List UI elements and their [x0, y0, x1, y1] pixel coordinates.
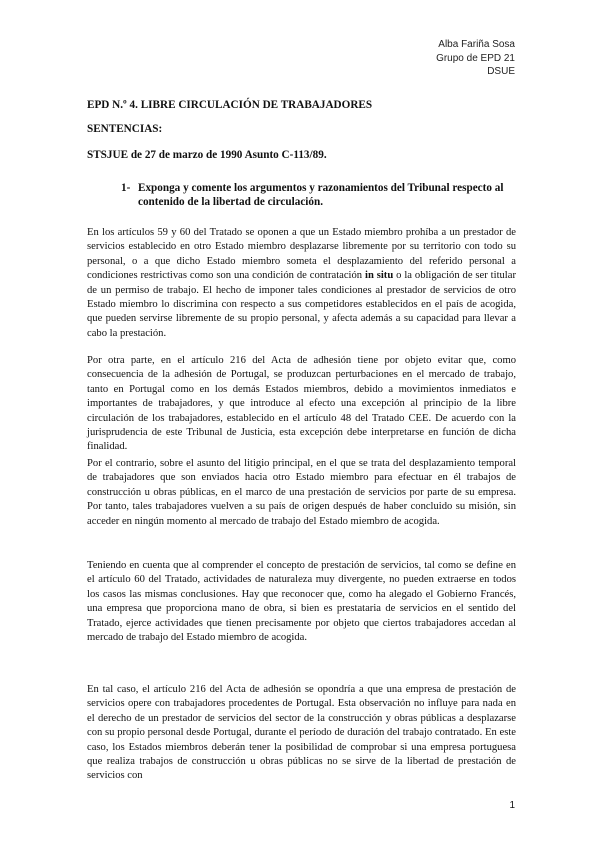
page-number: 1	[509, 800, 515, 811]
paragraph-1-emphasis: in situ	[365, 270, 394, 282]
page-header	[436, 38, 515, 79]
section-heading: SENTENCIAS:	[87, 123, 163, 135]
group-name: Grupo de EPD 21	[436, 52, 515, 64]
question-text: Exponga y comente los argumentos y razonamientos del Tribunal respecto al contenido de la libertad de circulación.	[138, 182, 504, 208]
case-reference: STSJUE de 27 de marzo de 1990 Asunto C-113/89.	[87, 149, 327, 161]
paragraph-1	[87, 226, 516, 341]
paragraph-3: Por el contrario, sobre el asunto del litigio principal, en el que se trata del desplazamiento temporal de trabajadores que son enviados hacia otro Estado miembro para efectuar en él trabajos de construcción u obras públicas, en el marco de una prestación de servicios por parte de su empresa. Por tanto, tales trabajadores vuelven a su país de origen después de haber concluido su misión, sin acceder en ningún momento al mercado de trabajo del Estado miembro de acogida.	[87, 458, 516, 527]
paragraph-2: Por otra parte, en el artículo 216 del Acta de adhesión tiene por objeto evitar que, como consecuencia de la adhesión de Portugal, se produzcan perturbaciones en el mercado de trabajo, tanto en Portugal como en los demás Estados miembros, debido a movimientos inmediatos e importantes de trabajadores, y que introduce al efecto una excepción al principio de la libre circulación de los trabajadores, establecido en el artículo 48 del Tratado CEE. De acuerdo con la jurisprudencia de este Tribunal de Justicia, esta excepción debe interpretarse en función de dicha finalidad.	[87, 355, 516, 453]
paragraph-1-text-a: En los artículos 59 y 60 del Tratado se oponen a que un Estado miembro prohíba a un prestador de servicios establecido en otro Estado miembro desplazarse libremente por su territorio con todo su personal, o a que dicho Estado miembro someta el desplazamiento del referido personal a condiciones restrictivas como son una condición de contratación	[87, 227, 516, 282]
paragraph-5: En tal caso, el artículo 216 del Acta de adhesión se opondría a que una empresa de prestación de servicios opere con trabajadores procedentes de Portugal. Esta observación no influye para nada en el derecho de un prestador de servicios del sector de la construcción y obras públicas a desplazarse con su propio personal desde Portugal, durante el período de duración del trabajo contratado. En este caso, los Estados miembros deberán tener la posibilidad de comprobar si una empresa portuguesa que realiza trabajos de construcción u obras públicas no se sirve de la libertad de prestación de servicios con	[87, 684, 516, 782]
paragraph-1-text-b: o la obligación de ser titular de un permiso de trabajo. El hecho de imponer tales condiciones al prestador de servicios de otro Estado miembro lo discrimina con respecto a sus competidores establecidos en el país de acogida, que pueden servirse libremente de su propio personal, y afecta además a su capacidad para llevar a cabo la prestación.	[87, 270, 516, 339]
document-title: EPD N.º 4. LIBRE CIRCULACIÓN DE TRABAJADORES	[87, 99, 373, 111]
question-item	[121, 181, 526, 209]
author-name: Alba Fariña Sosa	[438, 39, 515, 50]
paragraph-4: Teniendo en cuenta que al comprender el concepto de prestación de servicios, tal como se define en el artículo 60 del Tratado, actividades de naturaleza muy divergente, no pueden extraerse en todos los casos las mismas conclusiones. Hay que reconocer que, como ha alegado el Gobierno Francés, una empresa que proporciona mano de obra, si bien es prestataria de servicios en el sentido del Tratado, ejerce actividades que tienen precisamente por objeto que ciertos trabajadores accedan al mercado de trabajo del Estado miembro de acogida.	[87, 560, 516, 644]
question-number: 1-	[121, 182, 131, 194]
course-name: DSUE	[487, 66, 515, 77]
